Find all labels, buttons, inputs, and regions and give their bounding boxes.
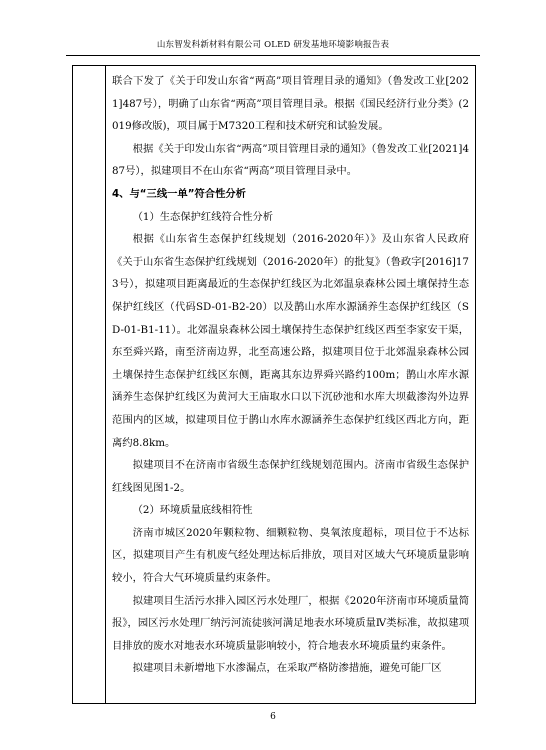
table-body-text	[112, 70, 469, 680]
body-paragraph: （1）生态保护红线符合性分析	[132, 210, 274, 223]
body-paragraph: 根据《关于印发山东省“两高”项目管理目录的通知》（鲁发改工业[2021]487号），拟建项目不在山东省“两高”项目管理目录中。	[112, 142, 469, 178]
content-table	[72, 65, 476, 704]
page-header: 山东智发科新材料有限公司 OLED 研发基地环境影响报告表	[156, 40, 390, 50]
column-divider	[105, 66, 106, 703]
section-heading: 4、与“三线一单”符合性分析	[112, 187, 246, 200]
body-paragraph: 拟建项目生活污水排入园区污水处理厂，根据《2020年济南市环境质量简报》，园区污水处理厂纳污河流徒骇河满足地表水环境质量Ⅳ类标准，故拟建项目排放的废水对地表水环境质量影响较小，符合地表水环境质量约束条件。	[112, 594, 469, 652]
body-paragraph: 拟建项目未新增地下水渗漏点，在采取严格防渗措施，避免可能厂区	[132, 662, 442, 675]
body-paragraph: 根据《山东省生态保护红线规划（2016-2020年）》及山东省人民政府《关于山东省生态保护红线规划（2016-2020年）的批复》（鲁政字[2016]173号），拟建项目距离最近的生态保护红线区为北郊温泉森林公园土壤保持生态保护红线区（代码SD-01-B2-20）以及鹊山水库水源涵养生态保护红线区（SD-01-B1-11）。北郊温泉森林公园土壤保持生态保护红线区西至李家安干渠，东至舜兴路，南至济南边界，北至高速公路，拟建项目位于北郊温泉森林公园土壤保持生态保护红线区东侧，距离其东边界舜兴路约100m；鹊山水库水源涵养生态保护红线区为黄河大王庙取水口以下沉砂池和水库大坝截渗沟外边界范围内的区域，拟建项目位于鹊山水库水源涵养生态保护红线区西北方向，距离约8.8km。	[112, 233, 469, 449]
page-number: 6	[270, 712, 276, 722]
body-paragraph: 拟建项目不在济南市省级生态保护红线规划范围内。济南市省级生态保护红线图见图1-2。	[112, 459, 469, 494]
body-paragraph: （2）环境质量底线相符性	[132, 504, 253, 517]
header-rule	[66, 55, 480, 56]
body-paragraph: 联合下发了《关于印发山东省“两高”项目管理目录的通知》（鲁发改工业[2021]487号），明确了山东省“两高”项目管理目录。根据《国民经济行业分类》(2019修改版)，项目属于M7320工程和技术研究和试验发展。	[112, 75, 469, 133]
body-paragraph: 济南市城区2020年颗粒物、细颗粒物、臭氧浓度超标，项目位于不达标区，拟建项目产生有机废气经处理达标后排放，项目对区域大气环境质量影响较小，符合大气环境质量约束条件。	[112, 526, 469, 585]
